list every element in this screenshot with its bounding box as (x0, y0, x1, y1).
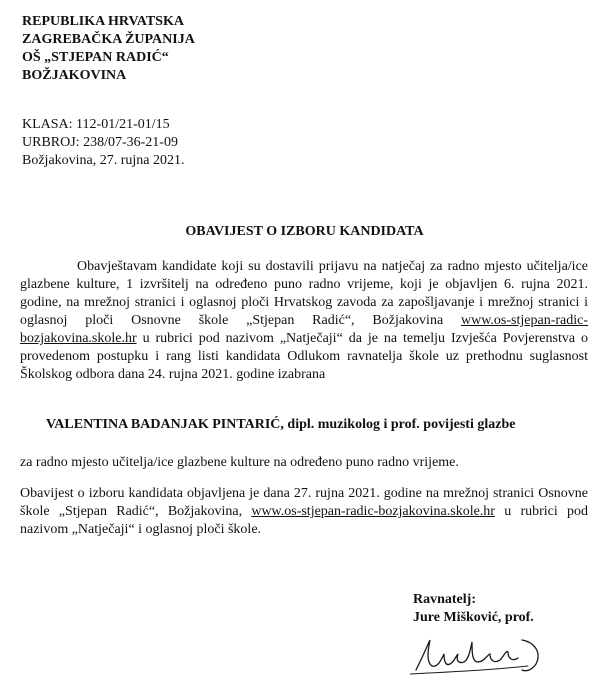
notice-paragraph (20, 258, 588, 384)
header-county: ZAGREBAČKA ŽUPANIJA (22, 32, 195, 47)
signatory-role: Ravnatelj: (413, 592, 476, 607)
position-paragraph: za radno mjesto učitelja/ice glazbene kulture na određeno puno radno vrijeme. (20, 455, 459, 470)
signatory-name: Jure Mišković, prof. (413, 610, 534, 625)
notice-text-start: Obavještavam kandidate koji su dostavili prijavu na natječaj za radno mjesto učitelja/ice glazbene kulture, 1 izvršitelj na određeno puno radno vrijeme, koji je objavljen 6. rujna 2021. godine, na mrežnoj stranici i oglasnoj ploči Hrvatskog zavoda za zapošljavanje i mrežnoj stranici i oglasnoj ploči Osnovne škole „Stjepan Radić“, Božjakovina (20, 259, 588, 328)
school-website-link[interactable]: www.os-stjepan-radic-bozjakovina.skole.hr (20, 313, 588, 346)
header-country: REPUBLIKA HRVATSKA (22, 14, 184, 29)
header-school: OŠ „STJEPAN RADIĆ“ (22, 50, 169, 65)
document-title: OBAVIJEST O IZBORU KANDIDATA (185, 224, 424, 239)
school-website-link-2[interactable]: www.os-stjepan-radic-bozjakovina.skole.hr (251, 504, 495, 519)
signature-block (413, 591, 534, 627)
urbroj: URBROJ: 238/07-36-21-09 (22, 135, 178, 150)
notice-text-end: u rubrici pod nazivom „Natječaji“ da je na temelju Izvješća Povjerenstva o provedenom postupku i rang listi kandidata Odlukom ravnatelja škole uz prethodnu suglasnost Školskog odbora dana 24. rujna 2021. godine izabrana (20, 331, 588, 382)
publication-paragraph (20, 485, 588, 539)
klasa: KLASA: 112-01/21-01/15 (22, 117, 170, 132)
handwritten-signature (410, 634, 545, 676)
selected-candidate: VALENTINA BADANJAK PINTARIĆ, dipl. muzikolog i prof. povijesti glazbe (46, 417, 516, 432)
institution-header (22, 13, 195, 85)
place-date: Božjakovina, 27. rujna 2021. (22, 153, 185, 168)
publication-text-end: u rubrici pod nazivom „Natječaji“ i oglasnoj ploči škole. (20, 504, 588, 537)
header-town: BOŽJAKOVINA (22, 68, 127, 83)
document-meta (22, 116, 185, 170)
publication-text-start: Obavijest o izboru kandidata objavljena je dana 27. rujna 2021. godine na mrežnoj stranici Osnovne škole „Stjepan Radić“, Božjakovina, (20, 486, 588, 519)
